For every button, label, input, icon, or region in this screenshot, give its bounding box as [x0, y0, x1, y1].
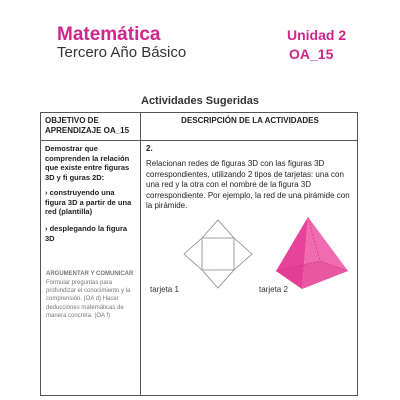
column-divider: [140, 113, 141, 395]
objective-item-1: › construyendo una figura 3D a partir de una red (plantilla): [45, 188, 132, 216]
net-base-square: [202, 238, 234, 270]
objective-header: OBJETIVO DE APRENDIZAJE OA_15: [45, 116, 130, 135]
argue-communicate-text: Formular preguntas para profundizar el conocimiento y la comprensión. (OA d) Hacer deducciones matemáticas de manera concreta. (OA f): [46, 280, 131, 319]
argue-communicate-title: ARGUMENTAR Y COMUNICAR: [46, 271, 134, 277]
activity-description: Relacionan redes de figuras 3D con las figuras 3D correspondientes, utilizando 2 tipos de tarjetas: una con una red y la otra con el nombre de la figura 3D correspondiente. Por ejemplo, la red de una pirámide con la pirámide.: [146, 159, 350, 210]
unit-label: Unidad 2: [287, 27, 347, 43]
grade-level: Tercero Año Básico: [57, 44, 187, 61]
header-divider: [41, 140, 357, 141]
card-2-label: tarjeta 2: [259, 285, 288, 294]
net-face-right: [234, 238, 252, 270]
net-face-bottom: [202, 270, 234, 288]
pyramid-net-image: [182, 218, 254, 290]
section-title: Actividades Sugeridas: [141, 95, 259, 107]
oa-code: OA_15: [289, 46, 334, 62]
description-header: DESCRIPCIÓN DE LA ACTIVIDADES: [181, 116, 319, 125]
objective-item-2: › desplegando la figura 3D: [45, 224, 128, 243]
subject-title: Matemática: [57, 24, 161, 45]
net-face-left: [184, 238, 202, 270]
objective-intro: Demostrar que comprenden la relación que existe entre figuras 3D y fi guras 2D:: [45, 144, 130, 182]
pyramid-3d-image: [272, 215, 352, 295]
net-face-top: [202, 220, 234, 238]
card-1-label: tarjeta 1: [150, 285, 179, 294]
activity-number: 2.: [146, 144, 153, 153]
